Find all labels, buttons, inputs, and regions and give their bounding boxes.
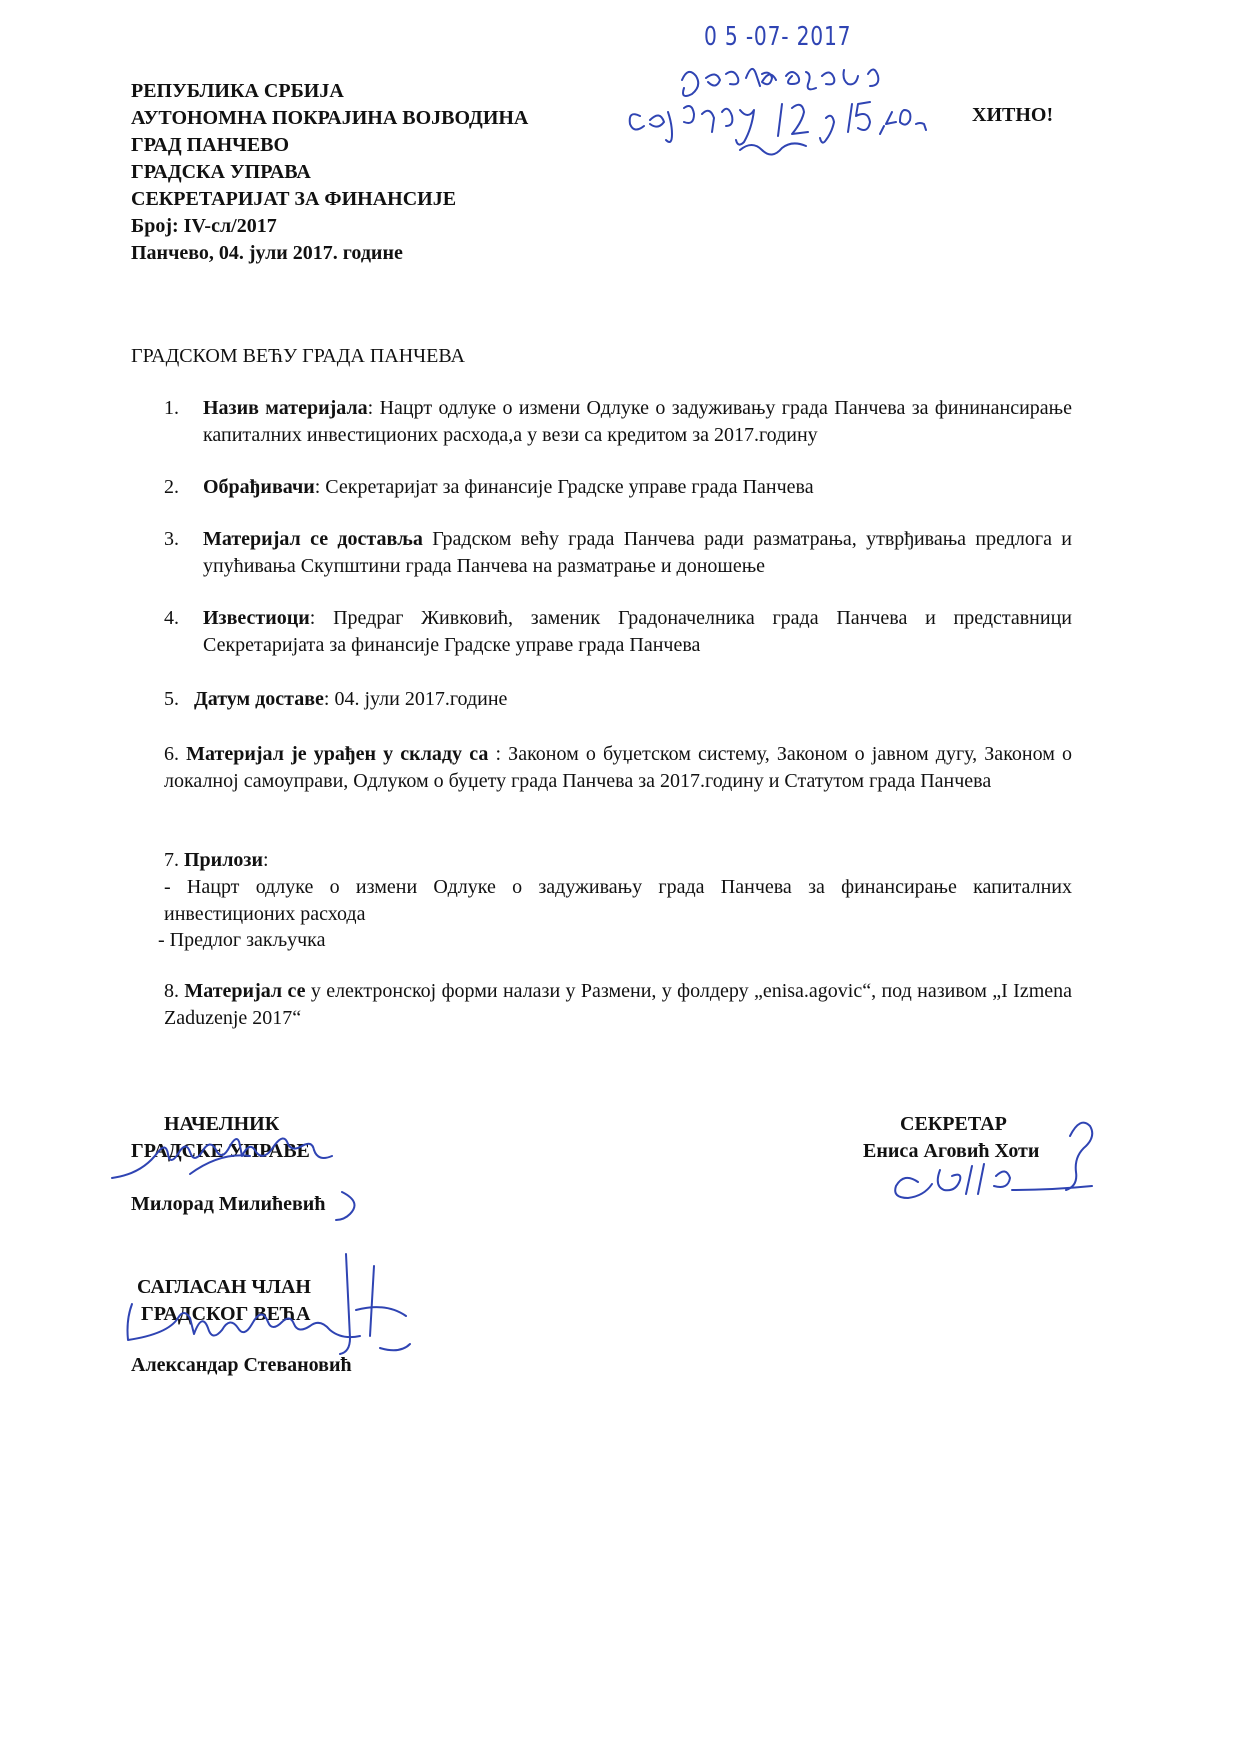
item-text: Градском већу града Панчева ради разматрања, утврђивања предлога и упућивања Скупштини града Панчева на разматрање и доношење <box>203 528 1072 577</box>
item-number: 6. <box>164 743 179 765</box>
item-text: : <box>262 849 269 871</box>
item-number: 4. <box>164 607 179 629</box>
item-text: : Нацрт одлуке о измени Одлуке о задуживању града Панчева за фининансирање капиталних инвестиционих расхода,а у вези са кредитом за 2017.годину <box>203 397 1072 446</box>
signature-head-title-1: НАЧЕЛНИК <box>164 1113 280 1135</box>
item-number: 7. <box>164 849 179 871</box>
header-secretariat: СЕКРЕТАРИЈАТ ЗА ФИНАНСИЈЕ <box>131 188 457 210</box>
item-label: Обрађивачи <box>203 476 315 498</box>
document-date: Панчево, 04. јули 2017. године <box>131 242 403 264</box>
item-number: 2. <box>164 476 179 498</box>
item-delivery-date <box>164 686 1072 713</box>
item-number: 3. <box>164 528 179 550</box>
item-label: Назив материјала <box>203 397 368 419</box>
item-number: 1. <box>164 397 179 419</box>
item-attachments <box>164 847 1072 874</box>
item-text: у електронској форми налази у Размени, у фолдеру „enisa.agovic“, под називом „I Izmena Zaduzenje 2017“ <box>164 980 1073 1029</box>
signature-council-title-2: ГРАДСКОГ ВЕЋА <box>141 1303 311 1325</box>
item-preparers <box>164 474 1072 501</box>
document-header <box>131 78 528 267</box>
signature-council-name: Александар Стевановић <box>131 1354 352 1376</box>
item-label: Материјал се <box>184 980 306 1002</box>
item-label: Известиоци <box>203 607 310 629</box>
header-province: АУТОНОМНА ПОКРАЈИНА ВОЈВОДИНА <box>131 107 529 129</box>
item-label: Материјал је урађен у складу са <box>186 743 489 765</box>
item-number: 8. <box>164 980 179 1002</box>
attachment-draft-decision: - Нацрт одлуке о измени Одлуке о задуживању града Панчева за финансирање капиталних инвестиционих расхода <box>164 876 1072 925</box>
item-number: 5. <box>164 688 179 710</box>
addressee: ГРАДСКОМ ВЕЋУ ГРАДА ПАНЧЕВА <box>131 345 465 367</box>
document-number: Број: IV-сл/2017 <box>131 215 277 237</box>
item-material-title <box>164 395 1072 449</box>
item-text: : 04. јули 2017.године <box>323 688 508 710</box>
receipt-date-stamp: 0 5 -07- 2017 <box>704 22 852 52</box>
attachment-conclusion-proposal: - Предлог закључка <box>158 929 326 951</box>
signature-head-name: Милорад Милићевић <box>131 1193 326 1215</box>
signature-scribble-secretary <box>895 1164 1092 1198</box>
item-delivered-to <box>164 526 1072 580</box>
signature-council-title-1: САГЛАСАН ЧЛАН <box>137 1276 311 1298</box>
item-label: Прилози <box>184 849 263 871</box>
item-electronic-form <box>164 978 1072 1032</box>
item-label: Датум доставе <box>194 688 324 710</box>
item-text: : Законом о буџетском систему, Законом о јавном дугу, Законом о локалној самоуправи, Одлуком о буџету града Панчева за 2017.годину и Статутом града Панчева <box>164 743 1073 792</box>
header-administration: ГРАДСКА УПРАВА <box>131 161 311 183</box>
item-legal-basis <box>164 741 1072 795</box>
item-rapporteurs <box>164 605 1072 659</box>
item-text: : Предраг Живковић, заменик Градоначелника града Панчева и представници Секретаријата за финансије Градске управе града Панчева <box>203 607 1072 656</box>
signature-head-title-2: ГРАДСКЕ УПРАВЕ <box>131 1140 310 1162</box>
signature-secretary-title: СЕКРЕТАР <box>900 1113 1007 1135</box>
signature-secretary-name: Ениса Аговић Хоти <box>863 1140 1040 1162</box>
item-text: : Секретаријат за финансије Градске управе града Панчева <box>314 476 814 498</box>
item-label: Материјал се доставља <box>203 528 423 550</box>
urgent-label: ХИТНО! <box>972 104 1054 126</box>
header-city: ГРАД ПАНЧЕВО <box>131 134 290 156</box>
header-republic: РЕПУБЛИКА СРБИЈА <box>131 80 344 102</box>
